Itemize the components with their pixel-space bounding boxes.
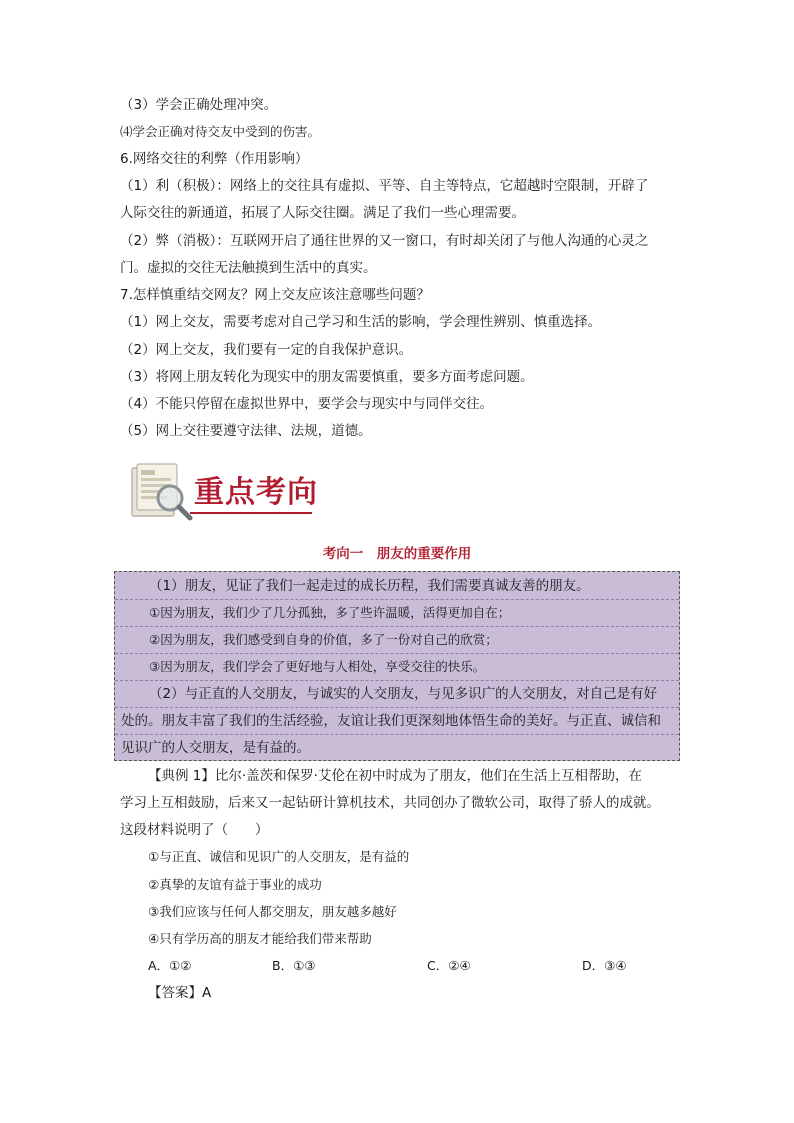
statement: ③我们应该与任何人都交朋友，朋友越多越好 <box>148 904 397 919</box>
heading-7: 7.怎样慎重结交网友？网上交友应该注意哪些问题？ <box>120 287 430 303</box>
text-line: ⑷学会正确对待交友中受到的伤害。 <box>120 124 321 139</box>
key-point: ③因为朋友，我们学会了更好地与人相处，享受交往的快乐。 <box>149 659 486 674</box>
option-b: B．①③ <box>272 958 316 973</box>
statement: ①与正直、诚信和见识广的人交朋友，是有益的 <box>148 849 410 864</box>
text-line: （4）不能只停留在虚拟世界中，要学会与现实中与同伴交往。 <box>120 396 494 412</box>
statement: ②真挚的友谊有益于事业的成功 <box>148 877 322 892</box>
section-banner <box>128 462 328 526</box>
key-point: 见识广的人交朋友，是有益的。 <box>121 740 310 756</box>
divider <box>115 626 679 627</box>
divider <box>115 599 679 600</box>
text-line: （3）学会正确处理冲突。 <box>120 97 278 113</box>
text-line: （3）将网上朋友转化为现实中的朋友需要慎重，要多方面考虑问题。 <box>120 369 534 385</box>
section-title: 重点考向 <box>194 475 318 510</box>
text-line: （5）网上交往要遵守法律、法规，道德。 <box>120 423 372 439</box>
statement: ④只有学历高的朋友才能给我们带来帮助 <box>148 931 372 946</box>
text-line: 门。虚拟的交往无法触摸到生活中的真实。 <box>120 260 377 276</box>
divider <box>115 707 679 708</box>
heading-6: 6.网络交往的利弊（作用影响） <box>120 151 309 167</box>
text-line: （2）网上交友，我们要有一定的自我保护意识。 <box>120 342 413 358</box>
text-line: （2）弊（消极）：互联网开启了通往世界的又一窗口，有时却关闭了与他人沟通的心灵之 <box>120 233 649 249</box>
example-stem: 【典例 1】比尔·盖茨和保罗·艾伦在初中时成为了朋友，他们在生活上互相帮助，在 <box>148 768 642 784</box>
section-subtitle: 考向一 朋友的重要作用 <box>322 546 472 562</box>
title-underline <box>190 512 312 514</box>
text-line: 人际交往的新通道，拓展了人际交往圈。满足了我们一些心理需要。 <box>120 205 525 221</box>
key-points-box <box>114 571 680 761</box>
example-stem: 这段材料说明了（ ） <box>120 822 269 838</box>
key-point: ②因为朋友，我们感受到自身的价值，多了一份对自己的欣赏； <box>149 632 498 647</box>
document-magnifier-icon <box>128 462 198 526</box>
option-a: A．①② <box>148 958 192 973</box>
key-point: ①因为朋友，我们少了几分孤独，多了些许温暖，活得更加自在； <box>149 605 511 620</box>
divider <box>115 680 679 681</box>
example-stem: 学习上互相鼓励，后来又一起钻研计算机技术，共同创办了微软公司，取得了骄人的成就。 <box>120 795 660 811</box>
answer: 【答案】A <box>148 985 212 1001</box>
text-line: （1）利（积极）：网络上的交往具有虚拟、平等、自主等特点，它超越时空限制，开辟了 <box>120 178 649 194</box>
divider <box>115 653 679 654</box>
key-point: （1）朋友，见证了我们一起走过的成长历程，我们需要真诚友善的朋友。 <box>149 578 590 594</box>
option-d: D．③④ <box>582 958 627 973</box>
option-c: C．②④ <box>427 958 471 973</box>
key-point: （2）与正直的人交朋友，与诚实的人交朋友，与见多识广的人交朋友，对自己是有好 <box>149 686 658 702</box>
text-line: （1）网上交友，需要考虑对自己学习和生活的影响，学会理性辨别、慎重选择。 <box>120 314 602 330</box>
divider <box>115 734 679 735</box>
key-point: 处的。朋友丰富了我们的生活经验，友谊让我们更深刻地体悟生命的美好。与正直、诚信和 <box>121 713 661 729</box>
